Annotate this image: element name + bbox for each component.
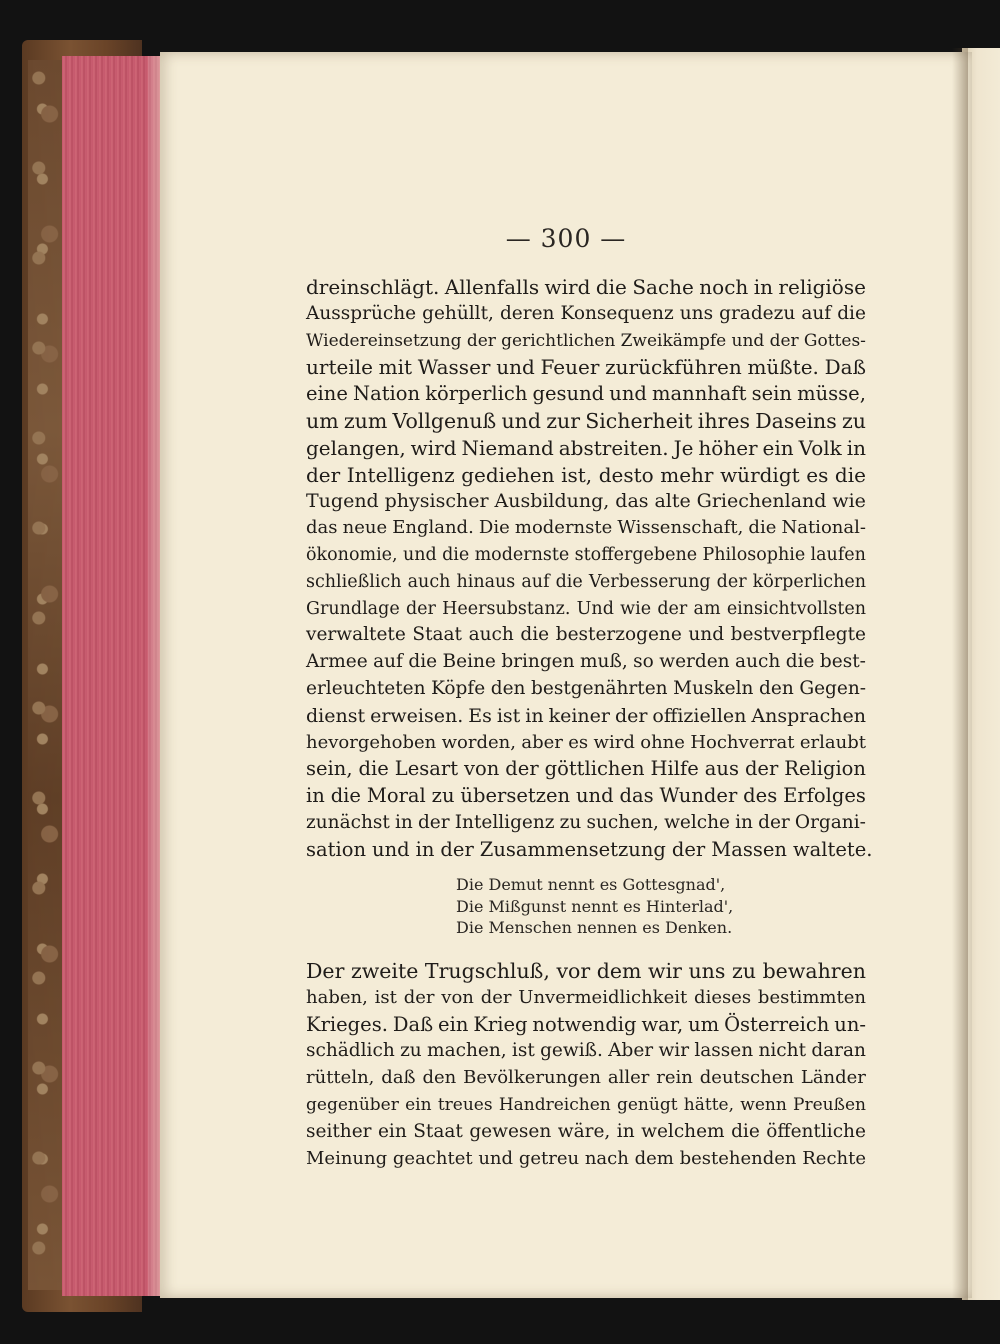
text-line: dienst erweisen. Es ist in keiner der offiziellen Ansprachen bbox=[306, 704, 866, 727]
text-line: verwaltete Staat auch die besterzogene und bestverpflegte bbox=[306, 624, 866, 646]
text-line: schädlich zu machen, ist gewiß. Aber wir lassen nicht daran bbox=[306, 1040, 866, 1062]
text-line: sein, die Lesart von der göttlichen Hilfe aus der Religion bbox=[306, 757, 866, 781]
poem-line: Die Menschen nennen es Denken. bbox=[456, 918, 733, 937]
page-number: — 300 — bbox=[505, 224, 627, 253]
text-line: Grundlage der Heersubstanz. Und wie der am einsichtvollsten bbox=[306, 598, 866, 619]
text-line: gelangen, wird Niemand abstreiten. Je höher ein Volk in bbox=[306, 435, 866, 460]
page-edges bbox=[62, 56, 166, 1296]
text-line: Wiedereinsetzung der gerichtlichen Zweikämpfe und der Gottes- bbox=[306, 330, 866, 351]
book-page bbox=[160, 52, 972, 1298]
text-line: hevorgehoben worden, aber es wird ohne Hochverrat erlaubt bbox=[306, 731, 866, 753]
text-line: ökonomie, und die modernste stoffergebene Philosophie laufen bbox=[306, 544, 866, 565]
poem-verse bbox=[456, 874, 733, 939]
text-line: zunächst in der Intelligenz zu suchen, welche in der Organi- bbox=[306, 811, 866, 833]
text-line: dreinschlägt. Allenfalls wird die Sache noch in religiöse bbox=[306, 275, 866, 299]
text-line: um zum Vollgenuß und zur Sicherheit ihres Daseins zu bbox=[306, 408, 866, 433]
paragraph-1 bbox=[306, 274, 873, 864]
text-line: gegenüber ein treues Handreichen genügt hätte, wenn Preußen bbox=[306, 1094, 866, 1115]
poem-line: Die Demut nennt es Gottesgnad', bbox=[456, 875, 726, 894]
text-line: sation und in der Zusammensetzung der Massen waltete. bbox=[306, 837, 873, 861]
text-line: seither ein Staat gewesen wäre, in welchem die öffentliche bbox=[306, 1120, 866, 1142]
text-line: haben, ist der von der Unvermeidlichkeit dieses bestimmten bbox=[306, 986, 866, 1008]
poem-line: Die Mißgunst nennt es Hinterlad', bbox=[456, 896, 734, 916]
gutter-shadow bbox=[952, 48, 968, 1300]
text-line: der Intelligenz gediehen ist, desto mehr würdigt es die bbox=[306, 462, 866, 487]
text-line: in die Moral zu übersetzen und das Wunder des Erfolges bbox=[306, 784, 866, 808]
text-line: Armee auf die Beine bringen muß, so werden auch die best- bbox=[306, 651, 866, 673]
text-line: eine Nation körperlich gesund und mannhaft sein müsse, bbox=[306, 382, 866, 406]
marbled-cover-edge bbox=[28, 60, 64, 1290]
paragraph-2 bbox=[306, 958, 866, 1172]
text-line: Meinung geachtet und getreu nach dem bestehenden Rechte bbox=[306, 1147, 866, 1169]
text-line: schließlich auch hinaus auf die Verbesserung der körperlichen bbox=[306, 571, 866, 592]
text-line: Tugend physischer Ausbildung, das alte Griechenland wie bbox=[306, 490, 866, 513]
text-line: erleuchteten Köpfe den bestgenährten Muskeln den Gegen- bbox=[306, 677, 866, 699]
text-line: das neue England. Die modernste Wissenschaft, die National- bbox=[306, 517, 866, 539]
text-line: Krieges. Daß ein Krieg notwendig war, um Österreich un- bbox=[306, 1012, 866, 1036]
text-line: rütteln, daß den Bevölkerungen aller rein deutschen Länder bbox=[306, 1067, 866, 1089]
text-line: Der zweite Trugschluß, vor dem wir uns zu bewahren bbox=[306, 959, 866, 983]
text-line: Aussprüche gehüllt, deren Konsequenz uns gradezu auf die bbox=[306, 302, 866, 324]
text-line: urteile mit Wasser und Feuer zurückführen müßte. Daß bbox=[306, 355, 866, 380]
